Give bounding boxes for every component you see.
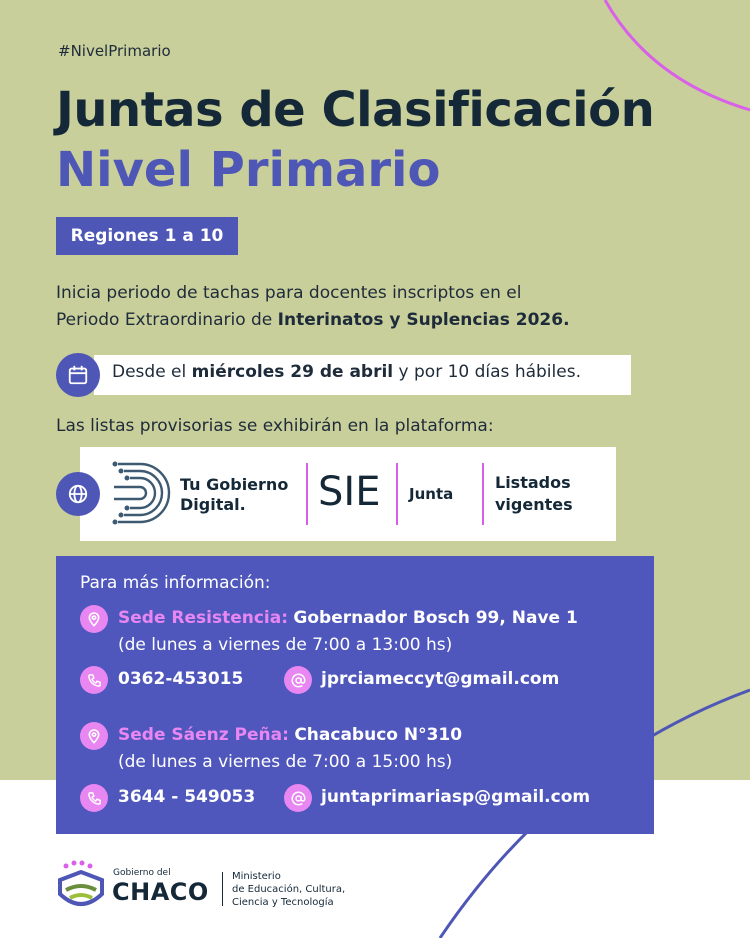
intro-line2-bold: Interinatos y Suplencias 2026. <box>277 310 570 330</box>
platform-system: SIE <box>318 469 381 515</box>
calendar-icon <box>56 353 100 397</box>
brand-line2: Digital. <box>180 495 246 514</box>
office-2-email[interactable] <box>321 787 590 807</box>
footer-divider <box>222 872 223 906</box>
gov-name: CHACO <box>112 878 209 906</box>
office-2-email-text: juntaprimariasp@gmail.com <box>321 787 591 807</box>
platform-section: Junta <box>409 485 454 503</box>
regions-badge: Regiones 1 a 10 <box>56 217 238 255</box>
page-subtitle: Nivel Primario <box>56 142 441 198</box>
office-2-street: Chacabuco N°310 <box>294 725 463 745</box>
office-1-email[interactable] <box>321 669 559 689</box>
office-2-hours: (de lunes a viernes de 7:00 a 15:00 hs) <box>118 752 453 772</box>
date-bold: miércoles 29 de abril <box>191 362 394 382</box>
office-2-label: Sede Sáenz Peña: <box>118 725 289 745</box>
intro-line2-prefix: Periodo Extraordinario de <box>56 310 278 330</box>
option-line2: vigentes <box>495 495 573 514</box>
office-1-address <box>118 608 578 628</box>
globe-icon <box>56 472 100 516</box>
ministry-line3: Ciencia y Tecnología <box>232 897 334 908</box>
brand-line1: Tu Gobierno <box>180 475 289 494</box>
at-sign-icon <box>284 666 312 694</box>
office-1-phone[interactable] <box>118 669 243 689</box>
office-2-address <box>118 725 462 745</box>
platform-brand <box>100 475 288 515</box>
option-line1: Listados <box>495 473 571 492</box>
office-1-label: Sede Resistencia: <box>118 608 289 628</box>
info-title: Para más información: <box>80 573 271 593</box>
platform-option <box>495 472 573 516</box>
divider <box>482 463 484 525</box>
office-1-hours: (de lunes a viernes de 7:00 a 13:00 hs) <box>118 635 453 655</box>
page-title: Juntas de Clasificación <box>56 82 655 138</box>
intro-text <box>56 280 696 334</box>
ministry-text <box>232 870 345 909</box>
hashtag: #NivelPrimario <box>58 42 171 60</box>
phone-icon <box>80 666 108 694</box>
lists-text: Las listas provisorias se exhibirán en la plataforma: <box>56 416 494 436</box>
gov-small-text: Gobierno del <box>113 868 171 878</box>
phone-icon <box>80 784 108 812</box>
date-suffix: y por 10 días hábiles. <box>393 362 581 382</box>
chaco-logo-icon <box>56 860 106 916</box>
date-prefix: Desde el <box>112 362 192 382</box>
location-pin-icon <box>80 605 108 633</box>
divider <box>306 463 308 525</box>
at-sign-icon <box>284 784 312 812</box>
office-2-phone-text: 3644 - 549053 <box>118 787 256 807</box>
office-2-phone[interactable] <box>118 787 255 807</box>
office-1-phone-text: 0362-453015 <box>118 669 244 689</box>
ministry-line1: Ministerio <box>232 871 281 882</box>
office-1-street: Gobernador Bosch 99, Nave 1 <box>293 608 578 628</box>
location-pin-icon <box>80 722 108 750</box>
divider <box>396 463 398 525</box>
intro-line1: Inicia periodo de tachas para docentes inscriptos en el <box>56 283 522 303</box>
office-1-email-text: jprciameccyt@gmail.com <box>321 669 560 689</box>
date-text <box>112 362 581 382</box>
ministry-line2: de Educación, Cultura, <box>232 884 346 895</box>
